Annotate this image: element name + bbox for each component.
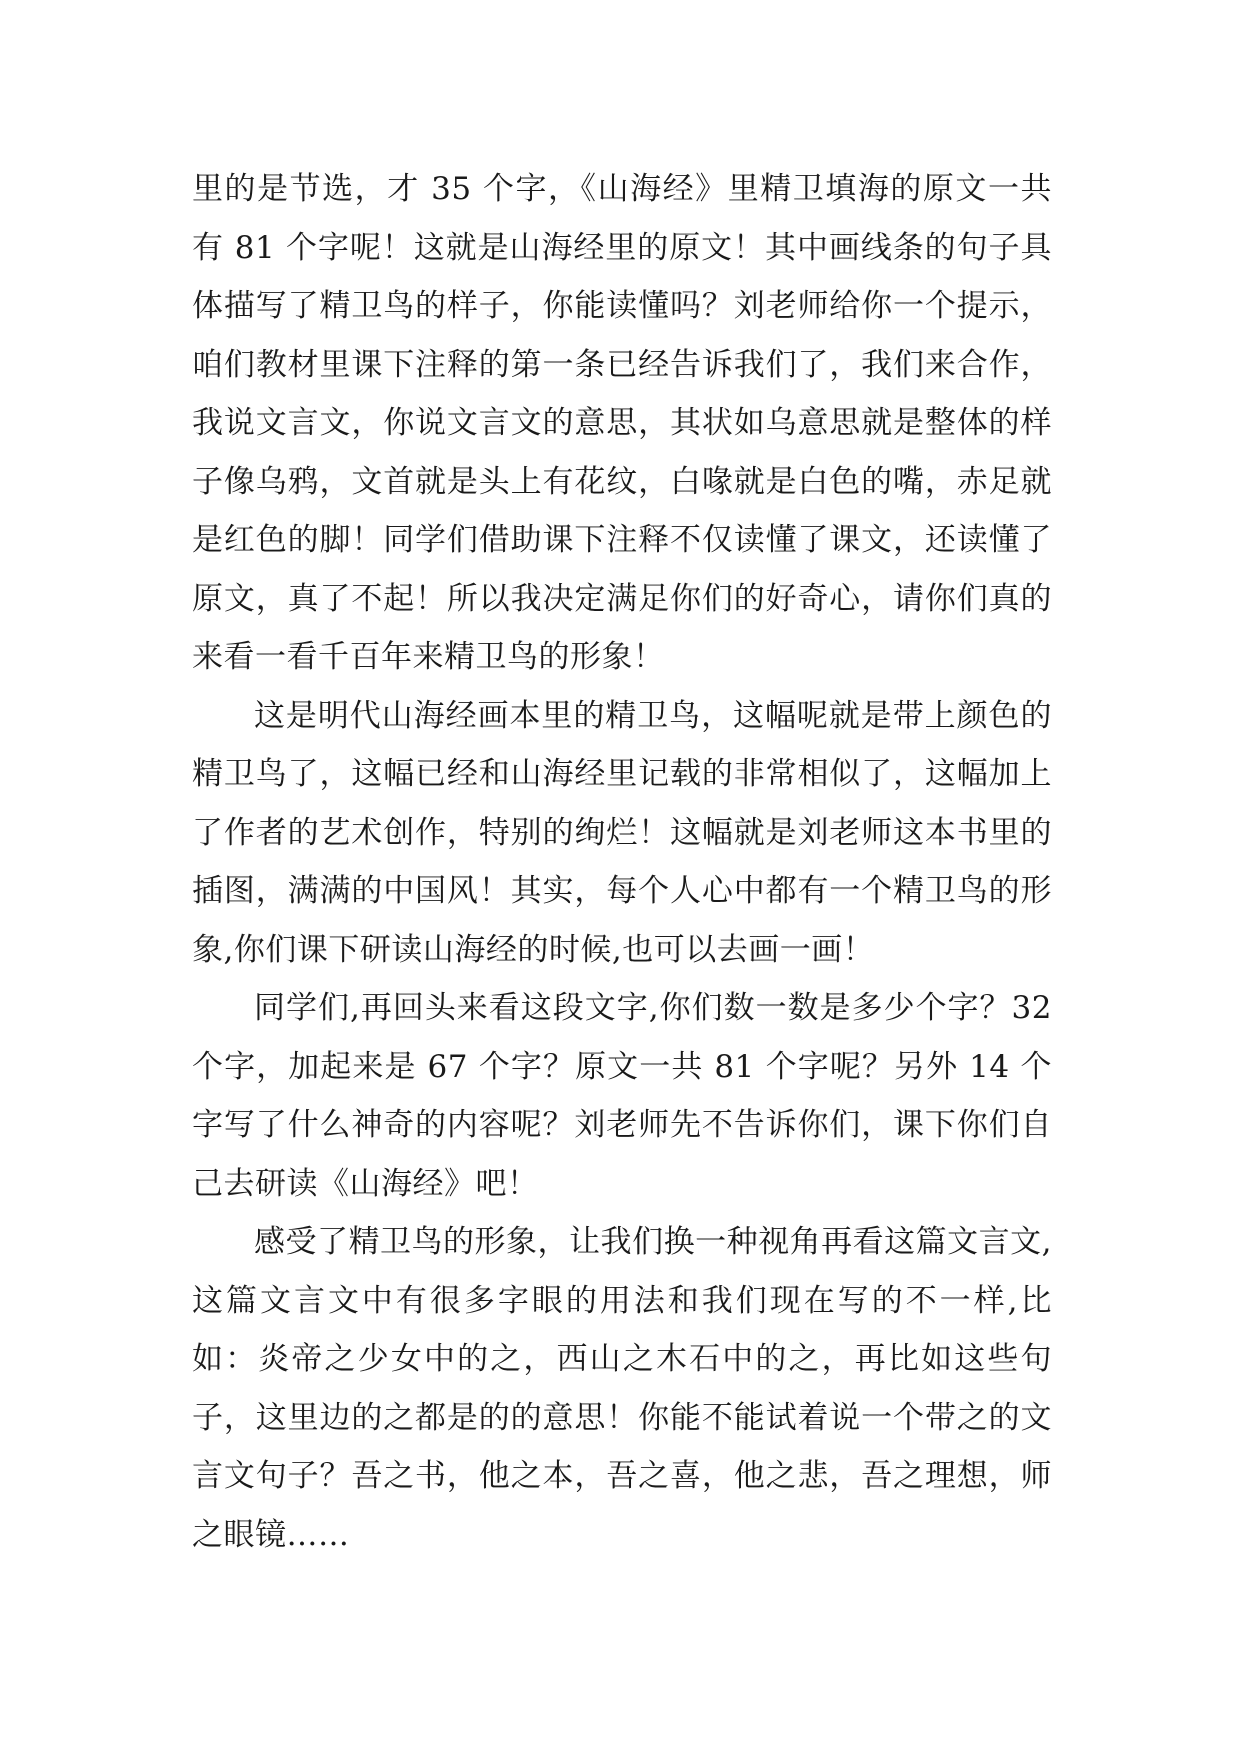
paragraph-continuation: 里的是节选，才 35 个字，《山海经》里精卫填海的原文一共有 81 个字呢！这就是山海经里的原文！其中画线条的句子具体描写了精卫鸟的样子，你能读懂吗？刘老师给你一个提示，咱们教材里课下注释的第一条已经告诉我们了，我们来合作，我说文言文，你说文言文的意思，其状如乌意思就是整体的样子像乌鸦，文首就是头上有花纹，白喙就是白色的嘴，赤足就是红色的脚！同学们借助课下注释不仅读懂了课文，还读懂了原文，真了不起！所以我决定满足你们的好奇心，请你们真的来看一看千百年来精卫鸟的形象！ xyxy=(192,171,1052,675)
document-body xyxy=(192,160,1052,1564)
paragraph-character-count: 同学们,再回头来看这段文字,你们数一数是多少个字？32 个字，加起来是 67 个字？原文一共 81 个字呢？另外 14 个字写了什么神奇的内容呢？刘老师先不告诉你们，课下你们自己去研读《山海经》吧！ xyxy=(192,990,1052,1202)
paragraph-jingwei-images: 这是明代山海经画本里的精卫鸟，这幅呢就是带上颜色的精卫鸟了，这幅已经和山海经里记载的非常相似了，这幅加上了作者的艺术创作，特别的绚烂！这幅就是刘老师这本书里的插图，满满的中国风！其实，每个人心中都有一个精卫鸟的形象,你们课下研读山海经的时候,也可以去画一画！ xyxy=(192,697,1052,968)
paragraph-zhi-usage: 感受了精卫鸟的形象，让我们换一种视角再看这篇文言文,这篇文言文中有很多字眼的用法和我们现在写的不一样,比如：炎帝之少女中的之，西山之木石中的之，再比如这些句子，这里边的之都是的的意思！你能不能试着说一个带之的文言文句子？吾之书，他之本，吾之喜，他之悲，吾之理想，师之眼镜…… xyxy=(192,1224,1052,1553)
